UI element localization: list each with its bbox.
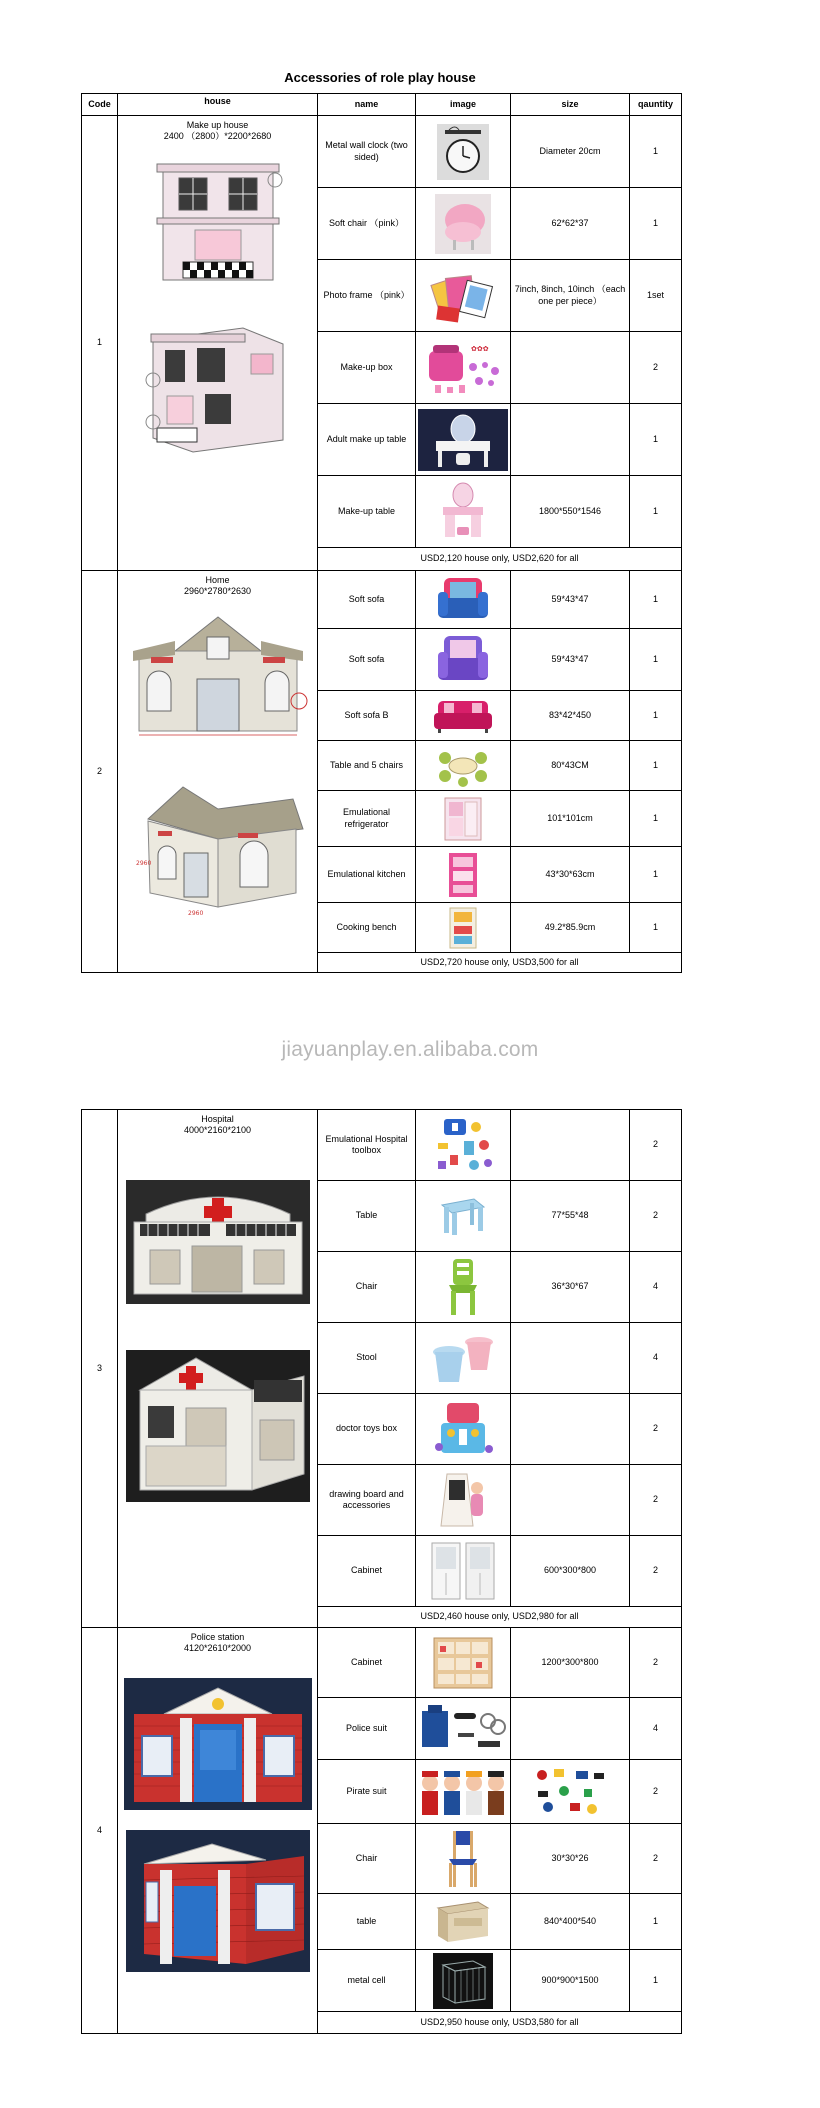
item-image-cell [416,1894,511,1950]
item-image-cell [416,1950,511,2012]
item-name: Make-up box [318,332,416,404]
desk-icon [434,1898,492,1946]
home-front-image [123,601,313,751]
item-size: 49.2*85.9cm [511,903,630,953]
item-qty: 2 [630,1536,682,1607]
wood-chair-icon [443,1829,483,1889]
item-qty: 1set [630,260,682,332]
item-size: 1800*550*1546 [511,476,630,548]
sofa-b-icon [432,697,494,735]
item-size: 7inch, 8inch, 10inch （each one per piece） [511,260,630,332]
table-chairs-icon [435,744,491,788]
item-image-cell [416,741,511,791]
total-price: USD2,720 house only, USD3,500 for all [318,953,682,973]
item-name: Pirate suit [318,1760,416,1824]
house-cell [118,1110,318,1628]
header-name: name [318,94,416,116]
item-name: Table [318,1181,416,1252]
header-image: image [416,94,511,116]
item-size: 83*42*450 [511,691,630,741]
item-qty: 1 [630,476,682,548]
item-size [511,332,630,404]
item-image-cell [416,629,511,691]
item-size [511,1698,630,1760]
item-name: Soft sofa [318,629,416,691]
makeup-table-icon [435,479,491,545]
item-qty: 1 [630,691,682,741]
total-price: USD2,950 house only, USD3,580 for all [318,2012,682,2034]
metal-cell-icon [433,1953,493,2009]
item-name: Emulational refrigerator [318,791,416,847]
item-name: drawing board and accessories [318,1465,416,1536]
item-name: Table and 5 chairs [318,741,416,791]
house-title: Make up house [186,120,249,130]
item-qty: 2 [630,1465,682,1536]
item-image-cell [416,476,511,548]
item-qty: 1 [630,847,682,903]
item-name: Cabinet [318,1536,416,1607]
cooking-bench-icon [446,906,480,950]
item-name: Photo frame （pink） [318,260,416,332]
table-row [82,1110,682,1181]
item-name: Police suit [318,1698,416,1760]
document-title: Accessories of role play house [284,70,476,85]
item-size: 59*43*47 [511,629,630,691]
item-name: Adult make up table [318,404,416,476]
item-qty: 2 [630,1394,682,1465]
header-code: Code [82,94,118,116]
item-qty: 2 [630,1181,682,1252]
item-qty: 4 [630,1698,682,1760]
item-size [511,1323,630,1394]
item-image-cell [416,1323,511,1394]
item-size [511,404,630,476]
item-qty: 1 [630,188,682,260]
item-image-cell [416,1760,511,1824]
item-qty: 2 [630,332,682,404]
table-row [82,571,682,629]
house-title: Hospital [201,1114,234,1124]
item-size: 59*43*47 [511,571,630,629]
svg-text:✿✿✿: ✿✿✿ [471,344,489,353]
item-qty: 2 [630,1628,682,1698]
pirate-suit-icon [418,1763,508,1821]
item-size: 30*30*26 [511,1824,630,1894]
item-image-cell [416,1824,511,1894]
item-image-cell [416,404,511,476]
house-title: Police station [190,1632,245,1642]
item-size: 900*900*1500 [511,1950,630,2012]
item-size: 62*62*37 [511,188,630,260]
svg-text:2960: 2960 [187,909,203,917]
item-qty: 4 [630,1323,682,1394]
house-dims: 4000*2160*2100 [183,1124,252,1135]
house-cell [118,116,318,571]
makeup-house-side-image [143,310,293,460]
police-station-side-image [126,1830,310,1972]
item-qty: 1 [630,1894,682,1950]
item-name: table [318,1894,416,1950]
item-name: Soft chair （pink） [318,188,416,260]
item-name: Emulational kitchen [318,847,416,903]
item-name: Emulational Hospital toolbox [318,1110,416,1181]
item-qty: 4 [630,1252,682,1323]
stool-icon [427,1328,499,1388]
item-image-cell [416,332,511,404]
item-qty: 1 [630,1950,682,2012]
item-qty: 2 [630,1760,682,1824]
item-image-cell [416,116,511,188]
total-price: USD2,120 house only, USD2,620 for all [318,548,682,571]
item-qty: 1 [630,571,682,629]
item-name: Metal wall clock (two sided) [318,116,416,188]
item-name: Stool [318,1323,416,1394]
item-image-cell [416,1110,511,1181]
item-name: metal cell [318,1950,416,2012]
item-qty: 1 [630,791,682,847]
item-image-cell [416,1628,511,1698]
item-size: 77*55*48 [511,1181,630,1252]
item-qty: 2 [630,1824,682,1894]
item-name: Soft sofa [318,571,416,629]
total-price: USD2,460 house only, USD2,980 for all [318,1607,682,1628]
item-image-cell [416,188,511,260]
item-name: Make-up table [318,476,416,548]
item-size: 43*30*63cm [511,847,630,903]
item-name: Soft sofa B [318,691,416,741]
hospital-side-image [126,1350,310,1502]
makeup-box-icon [421,337,505,399]
item-size: 80*43CM [511,741,630,791]
item-size: 36*30*67 [511,1252,630,1323]
pink-chair-icon [433,192,493,256]
svg-text:2960: 2960 [135,859,151,867]
item-image-cell [416,260,511,332]
makeup-house-front-image [143,150,293,290]
sofa-icon [434,632,492,688]
item-qty: 2 [630,1110,682,1181]
item-qty: 1 [630,903,682,953]
item-size [511,1394,630,1465]
doctor-toys-icon [431,1399,495,1459]
sofa-icon [434,574,492,626]
item-size [511,1465,630,1536]
item-size: 1200*300*800 [511,1628,630,1698]
pirate-accessories-icon [530,1763,610,1821]
clock-icon [435,122,491,182]
item-name: Cabinet [318,1628,416,1698]
header-house: house [118,94,318,116]
item-image-cell [416,791,511,847]
house-dims: 4120*2610*2000 [183,1642,252,1653]
item-image-cell [416,571,511,629]
police-suit-icon [418,1703,508,1755]
item-qty: 1 [630,629,682,691]
item-name: doctor toys box [318,1394,416,1465]
item-size: 101*101cm [511,791,630,847]
item-image-cell [416,1252,511,1323]
item-qty: 1 [630,116,682,188]
house-cell [118,571,318,973]
code-cell: 2 [82,571,118,973]
item-image-cell [416,1698,511,1760]
wood-cabinet-icon [430,1634,496,1692]
item-image-cell [416,903,511,953]
police-station-front-image [124,1678,312,1810]
white-cabinet-icon [428,1539,498,1603]
kitchen-icon [443,851,483,899]
header-quantity: qauntity [630,94,682,116]
home-side-image [128,769,308,919]
table-row [82,1628,682,1698]
accessories-table-1 [81,93,682,973]
refrigerator-icon [439,796,487,842]
item-image-cell [416,1536,511,1607]
item-image-cell [416,847,511,903]
table-header-row [82,94,682,116]
item-size-image-cell [511,1760,630,1824]
drawing-board-icon [437,1470,489,1530]
item-size: 840*400*540 [511,1894,630,1950]
item-size: Diameter 20cm [511,116,630,188]
code-cell: 4 [82,1628,118,2034]
item-name: Chair [318,1252,416,1323]
header-size: size [511,94,630,116]
hospital-front-image [126,1180,310,1304]
code-cell: 3 [82,1110,118,1628]
code-cell: 1 [82,116,118,571]
item-name: Cooking bench [318,903,416,953]
item-qty: 1 [630,404,682,476]
table-row [82,116,682,188]
item-size [511,1110,630,1181]
blue-table-icon [438,1195,488,1237]
house-dims: 2960*2780*2630 [183,585,252,596]
adult-makeup-table-icon [418,409,508,471]
item-image-cell [416,1394,511,1465]
house-title: Home [205,575,230,585]
item-name: Chair [318,1824,416,1894]
watermark: jiayuanplay.en.alibaba.com [281,1038,539,1061]
house-cell [118,1628,318,2034]
photo-frame-icon [429,267,497,325]
item-size: 600*300*800 [511,1536,630,1607]
item-qty: 1 [630,741,682,791]
item-image-cell [416,691,511,741]
hospital-toolbox-icon [430,1115,496,1175]
accessories-table-2 [81,1109,682,2034]
green-chair-icon [443,1257,483,1317]
item-image-cell [416,1181,511,1252]
item-image-cell [416,1465,511,1536]
house-dims: 2400 （2800）*2200*2680 [163,130,272,141]
